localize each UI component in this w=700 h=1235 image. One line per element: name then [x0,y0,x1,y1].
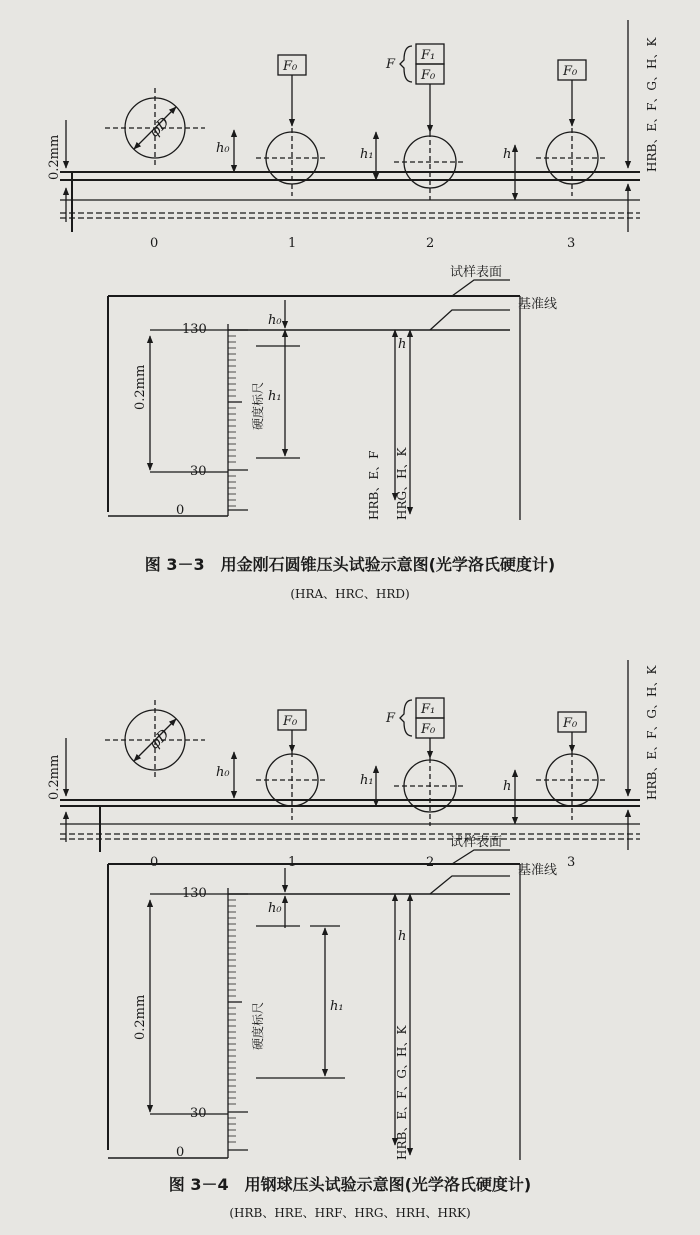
fig34-pos2-f1: F₁ [421,702,436,717]
fig33-tick-130: 130 [182,322,207,337]
fig33-scales: (HRA、HRC、HRD) [290,587,410,601]
fig34-h0-label: h₀ [216,765,230,780]
fig33-bottom-dim-02mm: 0.2mm [133,364,148,410]
fig34-scales: (HRB、HRE、HRF、HRG、HRH、HRK) [229,1206,471,1220]
fig33-phid-label: φD [146,114,173,141]
fig33-pos3-f0: F₀ [563,64,578,79]
fig33-dim-02mm: 0.2mm [47,134,62,180]
fig34-pos-0: 0 [150,855,159,870]
fig33-bottom-scale1: HRB、E、F [367,450,381,520]
fig34-bottom-scale1: HRB、E、F、G、H、K [395,1025,409,1160]
fig34-h1-label: h₁ [360,773,374,788]
fig34-tick-0: 0 [176,1145,185,1160]
fig34-dim-02mm: 0.2mm [47,754,62,800]
fig34-baseline-label: 基准线 [518,863,558,878]
fig33-surface-label: 试样表面 [450,265,503,280]
fig34-pos-3: 3 [567,855,576,870]
fig34-pos3-f0: F₀ [563,716,578,731]
fig33-caption: 图 3－3 用金刚石圆锥压头试验示意图(光学洛氏硬度计) [144,555,556,574]
fig34-ruler-ticks [228,900,236,1142]
fig34-pos2-f: F [386,711,396,726]
fig34-bottom-h1: h₁ [330,999,344,1014]
fig34-caption: 图 3－4 用钢球压头试验示意图(光学洛氏硬度计) [168,1175,532,1194]
fig33-tick-30: 30 [190,464,207,479]
fig34-bottom-dim-02mm: 0.2mm [133,994,148,1040]
fig34-pos1-f0: F₀ [283,714,298,729]
fig34-scale [108,850,520,1160]
fig33-bottom-scale2: HRG、H、K [395,447,409,520]
fig33-ruler-ticks [228,336,236,506]
fig33-bottom-h: h [398,337,407,352]
fig33-pos-2: 2 [426,236,435,251]
fig33-sequence [60,20,640,232]
fig33-bottom-h1: h₁ [268,389,282,404]
fig34-tick-30: 30 [190,1106,207,1121]
fig33-pos-0: 0 [150,236,159,251]
fig34-pos-2: 2 [426,855,435,870]
fig33-h0-label: h₀ [216,141,230,156]
fig34-pos2-f0: F₀ [421,722,436,737]
fig33-baseline-label: 基准线 [518,297,558,312]
fig33-pos1-f0: F₀ [283,59,298,74]
fig33-scale [108,280,520,520]
fig34-bottom-h: h [398,929,407,944]
fig33-side-scale: HRB、E、F、G、H、K [645,37,659,172]
fig33-pos2-f: F [386,57,396,72]
fig33-pos-3: 3 [567,236,576,251]
fig34-surface-label: 试样表面 [450,835,503,850]
fig34-ruler-label: 硬度标尺 [251,1001,265,1050]
fig33-tick-0: 0 [176,503,185,518]
fig33-pos2-f0: F₀ [421,68,436,83]
fig34-h-label: h [503,779,512,794]
fig33-bottom-h0: h₀ [268,313,282,328]
fig34-sequence [60,660,640,852]
fig33-h-label: h [503,147,512,162]
fig33-pos2-f1: F₁ [421,48,436,63]
fig34-side-scale: HRB、E、F、G、H、K [645,665,659,800]
fig34-bottom-h0: h₀ [268,901,282,916]
fig34-phid-label: φD [146,726,173,753]
fig33-h1-label: h₁ [360,147,374,162]
fig33-ruler-label: 硬度标尺 [251,381,265,430]
fig34-tick-130: 130 [182,886,207,901]
fig34-pos-1: 1 [288,855,297,870]
fig33-pos-1: 1 [288,236,297,251]
